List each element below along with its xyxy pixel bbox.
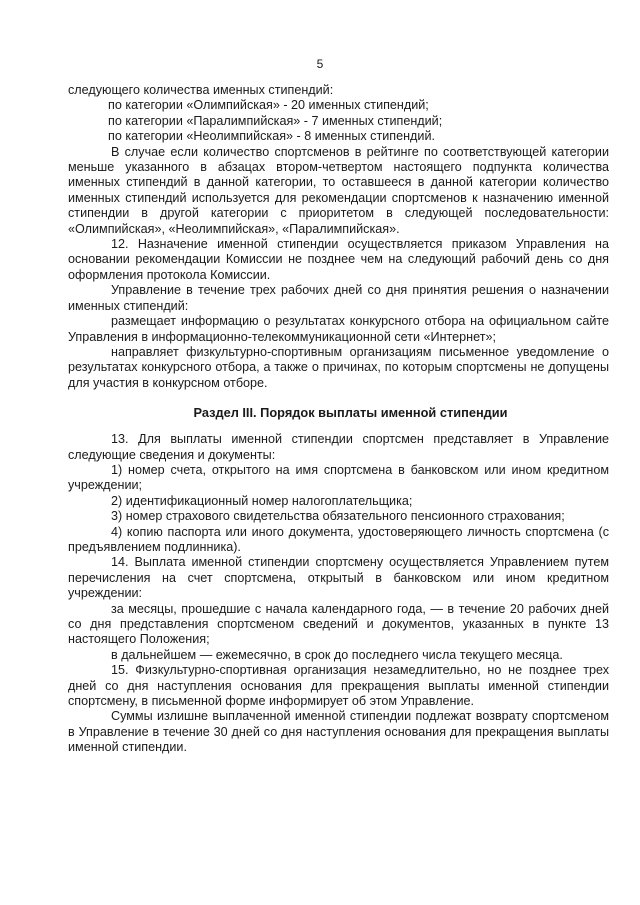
list-item: по категории «Неолимпийская» - 8 именных стипендий. — [108, 129, 435, 144]
document-body — [68, 83, 609, 756]
paragraph: за месяцы, прошедшие с начала календарного года, — в течение 20 рабочих дней со дня представления спортсменом сведений и документов, указанных в пункте 13 настоящего Положения; — [68, 601, 609, 647]
list-item: по категории «Паралимпийская» - 7 именных стипендий; — [108, 113, 443, 128]
list-item: 4) копию паспорта или иного документа, удостоверяющего личность спортсмена (с предъявлением подлинника). — [68, 524, 609, 554]
page-number: 5 — [316, 57, 324, 71]
paragraph: следующего количества именных стипендий: — [68, 83, 334, 97]
paragraph: 15. Физкультурно-спортивная организация незамедлительно, но не позднее трех дней со дня наступления основания для прекращения выплаты именной стипендии спортсмену, в письменной форме информирует об этом Управление. — [68, 663, 609, 709]
paragraph: 12. Назначение именной стипендии осуществляется приказом Управления на основании рекомендации Комиссии не позднее чем на следующий рабочий день со дня оформления протокола Комиссии. — [68, 237, 609, 282]
list-item: 2) идентификационный номер налогоплательщика; — [111, 493, 413, 508]
list-item: по категории «Олимпийская» - 20 именных стипендий; — [108, 98, 429, 113]
paragraph: в дальнейшем — ежемесячно, в срок до последнего числа текущего месяца. — [111, 647, 563, 662]
paragraph: 14. Выплата именной стипендии спортсмену осуществляется Управлением путем перечисления на счет спортсмена, открытый в банковском или ином кредитном учреждении: — [68, 555, 609, 601]
list-item: 1) номер счета, открытого на имя спортсмена в банковском или ином кредитном учреждении; — [68, 462, 609, 493]
paragraph: размещает информацию о результатах конкурсного отбора на официальном сайте Управления в информационно-телекоммуникационной сети «Интернет»; — [68, 314, 609, 344]
paragraph: В случае если количество спортсменов в рейтинге по соответствующей категории меньше указанного в абзацах втором-четвертом настоящего подпункта количества именных стипендий в данной категории, то оставшееся в данной категории количество именных стипендий используется для рекомендации спортсменов к назначению именной стипендии в другой категории с приоритетом в следующей последовательности: «Олимпийская», «Неолимпийская», «Паралимпийская». — [68, 144, 609, 236]
paragraph: 13. Для выплаты именной стипендии спортсмен представляет в Управление следующие сведения и документы: — [68, 432, 609, 462]
section-title: Раздел III. Порядок выплаты именной стипендии — [193, 405, 508, 421]
list-item: 3) номер страхового свидетельства обязательного пенсионного страхования; — [111, 509, 565, 524]
paragraph: направляет физкультурно-спортивным организациям письменное уведомление о результатах конкурсного отбора, а также о причинах, по которым спортсмены не допущены для участия в конкурсном отборе. — [68, 344, 609, 390]
paragraph: Суммы излишне выплаченной именной стипендии подлежат возврату спортсменом в Управление в течение 30 дней со дня наступления основания для прекращения выплаты именной стипендии. — [68, 709, 609, 755]
paragraph: Управление в течение трех рабочих дней со дня принятия решения о назначении именных стипендий: — [68, 283, 609, 313]
